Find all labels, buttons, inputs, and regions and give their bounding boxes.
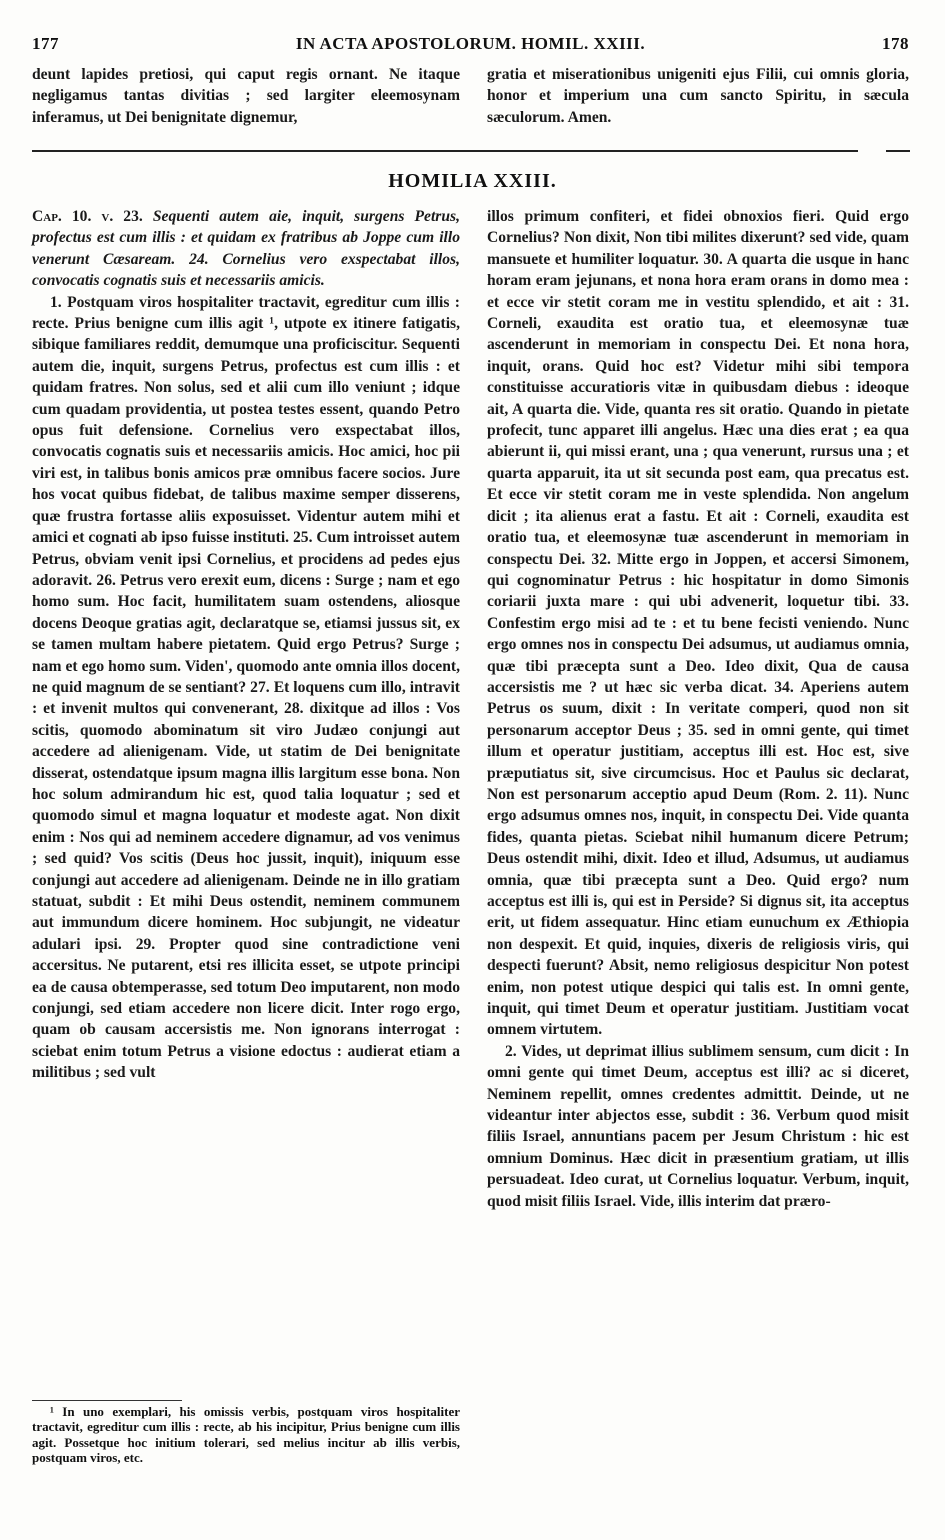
right-column (487, 206, 909, 1212)
paragraph-2: 2. Vides, ut deprimat illius sublimem sensum, cum dicit : In omni gente qui timet Deum, acceptus est illi? ac si diceret, Neminem repellit, omnes credentes admittit. Deinde, ut ne videantur inter abjectos esse, subdit : 36. Verbum quod misit filiis Israel, annuntians pacem per Jesum Christum : hic est omnium Dominus. Hæc dicit in præsentium gratiam, ut illis persuadeat. Ideo curat, ut Cornelius loquatur. Verbum, inquit, quod misit filiis Israel. Vide, illis interim dat præro- (487, 1042, 909, 1210)
chapter-label: Cap. 10. v. 23. (32, 208, 143, 225)
paragraph-1: 1. Postquam viros hospitaliter tractavit, egreditur cum illis : recte. Prius benigne cum illis agit ¹, utpote ex itinere fatigatis, sibique familiares reddit, demumque una proficiscitur. Sequenti autem die, inquit, surgens Petrus, profectus est cum illis : et quidam fratres. Non solus, sed et alii cum illo veniunt ; idque cum quadam providentia, ut postea testes essent, quando Petro opus fuit defensione. Cornelius vero exspectabat illos, convocatis cognatis suis et necessariis amicis. Hoc amici, hoc pii viri est, in talibus bonis amicos præ omnibus facere socios. Jure hos vocat quibus fidebat, de talibus maxime semper disserens, quæ frustra fortasse aliis exposuisset. Videntur autem mihi et amici et cognati ab ipso fuisse instituti. 25. Cum introisset autem Petrus, obviam venit ipsi Cornelius, et procidens ad pedes ejus adoravit. 26. Petrus vero erexit eum, dicens : Surge ; nam et ego homo sum. Hoc facit, humilitatem suam ostendens, aliosque docens Deoque gratias agit, declaratque se, etiamsi jussus sit, ex se tamen multam habere pietatem. Quid ergo Petrus? Surge ; nam et ego homo sum. Viden', quomodo ante omnia illos docent, ne quid magnum de se sentiant? 27. Et loquens cum illo, intravit : et invenit multos qui convenerant, 28. dixitque ad illos : Vos scitis, quomodo abominatum sit viro Judæo conjungi aut accedere ad alienigenam. Vide, ut statim de Dei benignitate disserat, ostendatque ipsum magna illis largitum esse bona. Non hoc solum admirandum hic est, quod talia loquatur ; sed et quomodo simul et magna loquatur et modeste agat. Non dixit enim : Nos qui ad neminem accedere dignamur, ad vos venimus ; sed quid? Vos scitis (Deus hoc jussit, inquit), iniquum esse conjungi aut accedere ad alienigenam. Deinde ne in illo gratiam statuat, subdit : Et mihi Deus ostendit, neminem communem aut immundum dicere hominem. Hoc subjungit, ne videatur adulari ipsi. 29. Propter quod sine contradictione veni accersitus. Ne putarent, etsi res illicita esset, se utpote principi ea de causa obtemperasse, sed totum Deo imputarent, non modo conjungi, sed etiam accedere non licere dicit. Inter rogo ergo, quam ob causam accersistis me. Non ignorans interrogat : sciebat enim totum Petrus a visione edoctus : audierat etiam a militibus ; sed vult (32, 293, 460, 1082)
section-divider-end (886, 150, 910, 152)
footnote (32, 1404, 460, 1466)
running-title: IN ACTA APOSTOLORUM. HOMIL. XXIII. (295, 34, 646, 53)
homily-title: HOMILIA XXIII. (388, 170, 557, 192)
top-left-column (32, 64, 460, 128)
footnote-text: ¹ In uno exemplari, his omissis verbis, postquam viros hospitaliter tractavit, egreditur cum illis : recte, ab his incipitur, Prius benigne cum illis agit. Possetque hoc initium tolerari, sed melius incitur ab illis verbis, postquam viros, etc. (32, 1404, 460, 1466)
top-right-text: gratia et miserationibus unigeniti ejus Filii, cui omnis gloria, honor et imperium una cum sancto Spiritu, in sæcula sæculorum. Amen. (487, 66, 909, 126)
section-divider (32, 150, 858, 152)
page-number-left: 177 (32, 34, 59, 53)
running-head (32, 34, 909, 58)
paragraph-1-continued: illos primum confiteri, et fidei obnoxios fieri. Quid ergo Cornelius? Non dixit, Non tibi milites dixerunt? sed vide, quam mansuete et humiliter loquatur. 30. A quarta die usque in hanc horam eram jejunans, et nona hora eram orans in domo mea : et ecce vir stetit coram me in vestitu splendido, et ait : 31. Corneli, exaudita est oratio tua, et eleemosynæ tuæ ascenderunt in memoriam in conspectu Dei. Et nona hora, inquit, orans. Quid hoc est? Videtur mihi sibi tempora constituisse accuratioris vitæ in quibusdam diebus : ideoque ait, A quarta die. Vide, quanta res sit oratio. Quando in pietate profecit, tunc apparet illi angelus. Hæc una dies erat ; ea qua abierunt ii, qui missi erant, una ; qua venerunt, rursus una ; et quarta apparuit, ita ut sit secunda post eam, qua precatus est. Et ecce vir stetit coram me in veste splendida. Non angelum dicit ; ita alienus erat a fastu. Et ait : Corneli, exaudita est oratio tua, et eleemosynæ tuæ ascenderunt in memoriam in conspectu Dei. 32. Mitte ergo in Joppen, et accersi Simonem, qui cognominatur Petrus : hic hospitatur in domo Simonis coriarii juxta mare : qui ubi advenerit, loquetur tibi. 33. Confestim ergo misi ad te : et tu bene fecisti veniendo. Nunc ergo omnes nos in conspectu Dei adsumus, ut audiamus omnia, quæ tibi præcepta sunt a Deo. Ideo dixit, Qua de causa accersistis me ? ut hæc sic verba dicat. 34. Aperiens autem Petrus os suum, dixit : In veritate comperi, quod non sit personarum acceptor Deus ; 35. sed in omni gente, qui timet illum et operatur justitiam, acceptus illi est. Hoc est, sive præputiatus sit, sive circumcisus. Hoc et Paulus sic declarat, Non est personarum acceptio apud Deum (Rom. 2. 11). Nunc ergo adsumus omnes nos, inquit, in conspectu Dei. Vide quanta fides, quanta pietas. Sciebat nihil humanum dicere Petrum; Deus ostendit mihi, dixit. Ideo et illud, Adsumus, ut audiamus omnia, quæ tibi præcepta sunt a Deo. Quid ergo? num acceptus est illi is, qui est in Perside? Si dignus sit, ita acceptus erit, ut fidem assequatur. Hinc etiam eunuchum ex Æthiopia non despexit. Et quid, inquies, dixeris de religiosis viris, qui despecti fuerunt? Absit, nemo religiosus despicitur Non potest enim, non potest utique despici qui talis est. In omni gente, inquit, qui timet Deum et operatur justitiam. Justitiam vocat omnem virtutem. (487, 208, 909, 1039)
top-right-column (487, 64, 909, 128)
top-left-text: deunt lapides pretiosi, qui caput regis ornant. Ne itaque negligamus tantas divitias ; sed largiter eleemosynam inferamus, ut Dei benignitate dignemur, (32, 66, 460, 126)
chapter-verse-text: Sequenti autem aie, inquit, surgens Petrus, profectus est cum illis : et quidam ex fratribus ab Joppe cum illo venerunt Cæsaream. 24. Cornelius vero exspectabat illos, convocatis cognatis suis et necessariis amicis. (32, 208, 460, 290)
chapter-lemma (32, 206, 460, 292)
footnote-divider (32, 1400, 182, 1401)
page-number-right: 178 (882, 34, 909, 53)
left-column (32, 206, 460, 1084)
